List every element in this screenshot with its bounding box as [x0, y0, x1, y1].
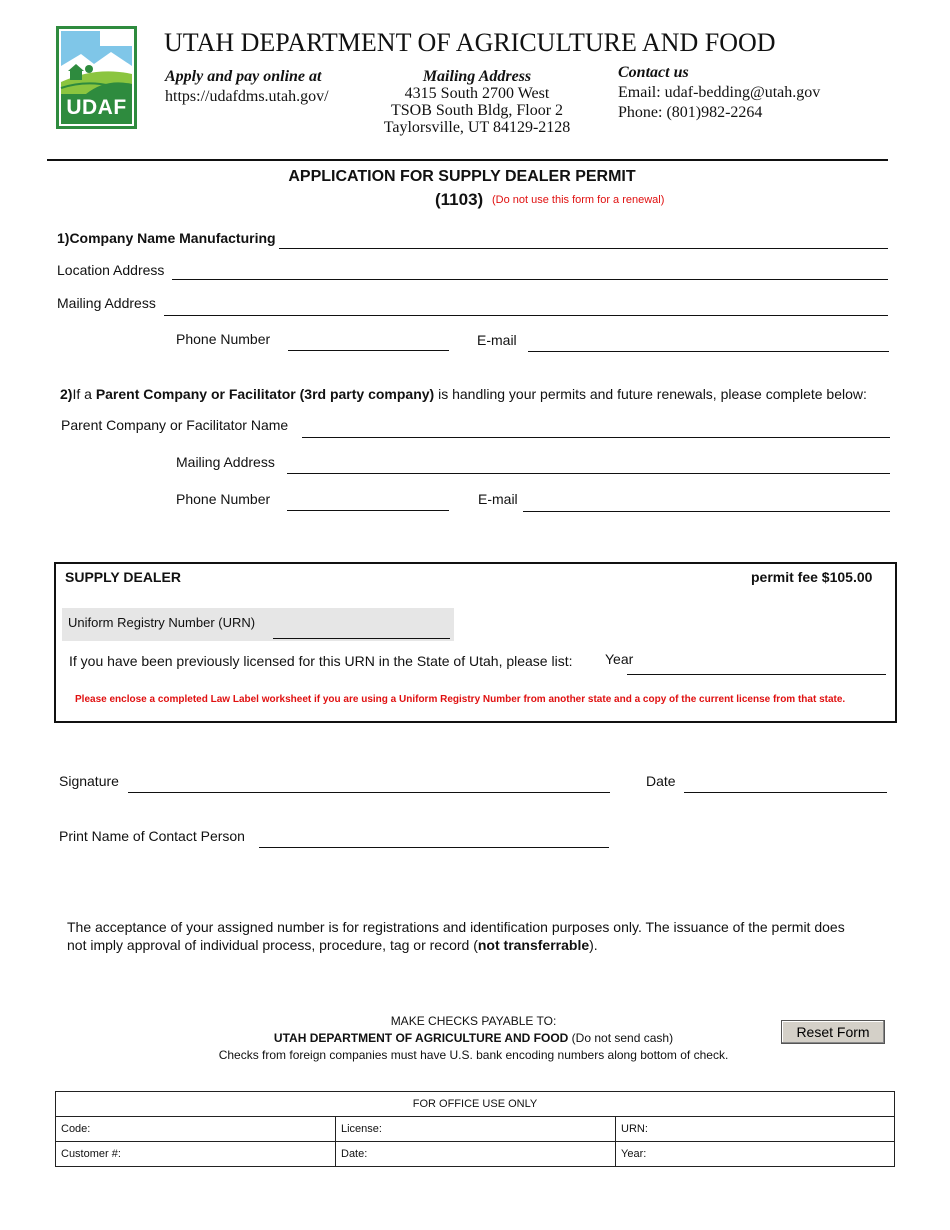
mailing-heading: Mailing Address — [422, 68, 532, 85]
payment-payee: UTAH DEPARTMENT OF AGRICULTURE AND FOOD — [273, 1031, 569, 1045]
mailing-address-block — [360, 68, 594, 136]
form-title: APPLICATION FOR SUPPLY DEALER PERMIT — [288, 168, 636, 185]
section2-intro-if: If a — [72, 386, 96, 402]
logo-text: UDAF — [66, 96, 127, 119]
section2-intro-bold: Parent Company or Facilitator (3rd party company) — [95, 386, 435, 402]
online-heading: Apply and pay online at — [165, 68, 322, 85]
parent-phone-number-label: Phone Number — [176, 491, 271, 507]
enclose-note: Please enclose a completed Law Label worksheet if you are using a Uniform Registry Number from another state and a copy of the current license from that state. — [75, 694, 846, 705]
disclaimer-line2-end: ). — [589, 937, 598, 953]
office-use-table — [55, 1091, 895, 1167]
parent-mailing-address-label: Mailing Address — [176, 454, 275, 470]
phone-number-input[interactable] — [288, 332, 449, 351]
email-input[interactable] — [528, 333, 889, 352]
section2-number: 2) — [60, 386, 73, 402]
disclaimer-text — [67, 918, 897, 954]
office-header-row — [56, 1092, 895, 1117]
udaf-logo — [56, 26, 137, 129]
section2-intro — [60, 386, 867, 402]
payment-no-cash: (Do not send cash) — [568, 1031, 674, 1045]
section2-intro-rest: is handling your permits and future renewals, please complete below: — [434, 386, 867, 402]
parent-email-input[interactable] — [523, 493, 890, 512]
print-name-input[interactable] — [259, 829, 609, 848]
contact-block — [618, 63, 820, 123]
office-urn-cell: URN: — [616, 1117, 895, 1142]
office-code-cell: Code: — [56, 1117, 336, 1142]
parent-email-label: E-mail — [478, 491, 518, 507]
reset-form-button[interactable]: Reset Form — [781, 1020, 885, 1044]
permit-fee: permit fee $105.00 — [751, 569, 873, 585]
print-name-label: Print Name of Contact Person — [59, 828, 245, 844]
form-code: (1103) — [435, 190, 484, 209]
payment-line1: MAKE CHECKS PAYABLE TO: — [390, 1014, 557, 1028]
supply-dealer-heading: SUPPLY DEALER — [65, 569, 181, 585]
location-address-input[interactable] — [172, 261, 888, 280]
disclaimer-line2-start: not imply approval of individual process, procedure, tag or record ( — [67, 937, 478, 953]
header-divider — [47, 159, 888, 161]
company-name-label: 1)Company Name Manufacturing — [57, 230, 276, 246]
renewal-note: (Do not use this form for a renewal) — [492, 194, 665, 206]
mailing-line1: 4315 South 2700 West — [404, 85, 550, 102]
table-row — [56, 1142, 895, 1167]
office-license-cell: License: — [336, 1117, 616, 1142]
office-year-cell: Year: — [616, 1142, 895, 1167]
office-use-header: FOR OFFICE USE ONLY — [56, 1092, 895, 1117]
parent-phone-number-input[interactable] — [287, 492, 449, 511]
disclaimer-line1: The acceptance of your assigned number is for registrations and identification purposes only. The issuance of the permit does — [67, 919, 845, 935]
phone-number-label: Phone Number — [176, 331, 271, 347]
year-label: Year — [605, 651, 634, 667]
table-row — [56, 1117, 895, 1142]
year-input[interactable] — [627, 656, 886, 675]
parent-company-input[interactable] — [302, 419, 890, 438]
payment-line3: Checks from foreign companies must have U.S. bank encoding numbers along bottom of check. — [218, 1048, 729, 1062]
urn-input[interactable] — [273, 620, 450, 639]
contact-phone: Phone: (801)982-2264 — [618, 104, 763, 121]
org-name: UTAH DEPARTMENT OF AGRICULTURE AND FOOD — [164, 28, 776, 57]
mailing-address-label: Mailing Address — [57, 295, 156, 311]
mailing-address-input[interactable] — [164, 297, 888, 316]
office-date-cell: Date: — [336, 1142, 616, 1167]
location-address-label: Location Address — [57, 262, 165, 278]
contact-heading: Contact us — [618, 64, 689, 81]
company-name-input[interactable] — [279, 230, 888, 249]
disclaimer-line2 — [67, 936, 897, 954]
parent-mailing-address-input[interactable] — [287, 455, 890, 474]
previous-license-label: If you have been previously licensed for this URN in the State of Utah, please list: — [69, 653, 573, 669]
online-url[interactable]: https://udafdms.utah.gov/ — [165, 88, 329, 105]
signature-input[interactable] — [128, 774, 610, 793]
contact-email: Email: udaf-bedding@utah.gov — [618, 84, 821, 101]
email-label: E-mail — [477, 332, 517, 348]
office-customer-cell: Customer #: — [56, 1142, 336, 1167]
mailing-line3: Taylorsville, UT 84129-2128 — [383, 119, 571, 136]
not-transferrable: not transferrable — [477, 937, 590, 953]
signature-label: Signature — [59, 773, 119, 789]
urn-label: Uniform Registry Number (URN) — [68, 615, 256, 630]
date-label: Date — [646, 773, 676, 789]
parent-company-label: Parent Company or Facilitator Name — [61, 417, 289, 433]
mailing-line2: TSOB South Bldg, Floor 2 — [390, 102, 564, 119]
date-input[interactable] — [684, 774, 887, 793]
